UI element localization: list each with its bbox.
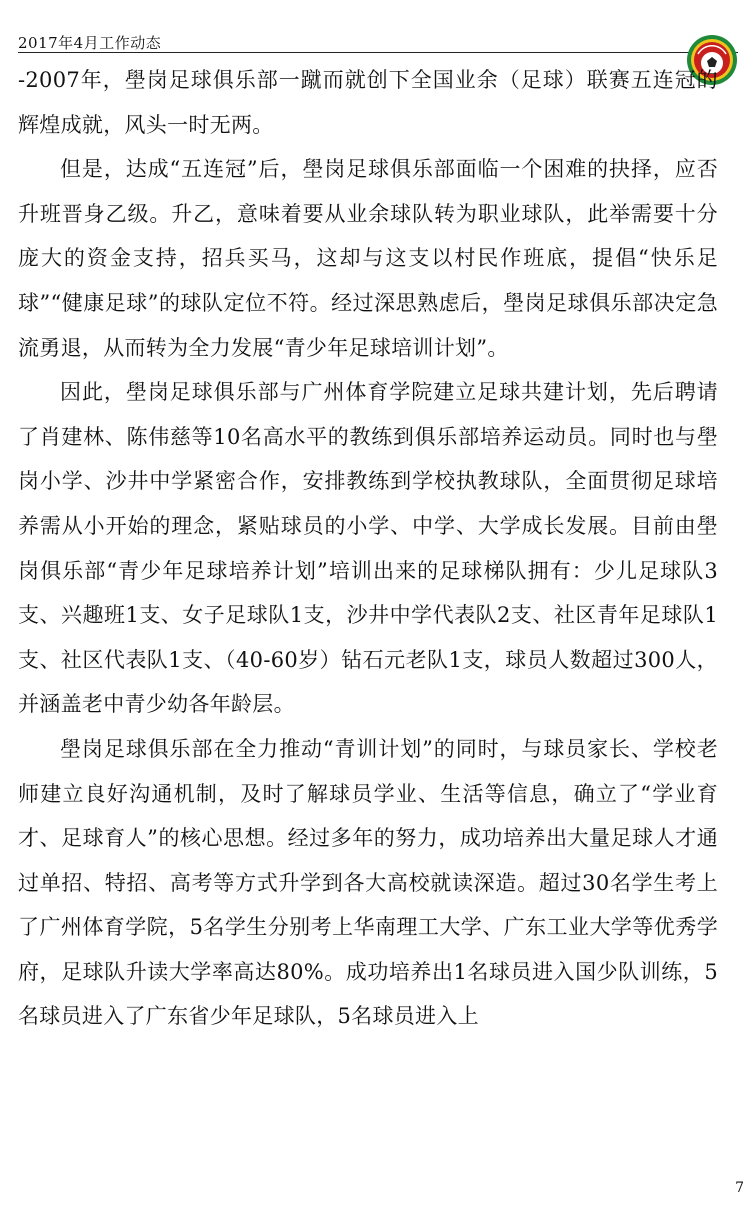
article-body	[18, 58, 718, 1039]
page-number: 7	[735, 1180, 744, 1196]
header-title: 2017年4月工作动态	[18, 34, 162, 52]
paragraph-continuation: -2007年，壆岗足球俱乐部一蹴而就创下全国业余（足球）联赛五连冠的辉煌成就，风头一时无两。	[18, 68, 718, 137]
header-divider	[18, 52, 738, 53]
page-header	[18, 34, 738, 54]
paragraph: 壆岗足球俱乐部在全力推动“青训计划”的同时，与球员家长、学校老师建立良好沟通机制，及时了解球员学业、生活等信息，确立了“学业育才、足球育人”的核心思想。经过多年的努力，成功培养出大量足球人才通过单招、特招、高考等方式升学到各大高校就读深造。超过30名学生考上了广州体育学院，5名学生分别考上华南理工大学、广东工业大学等优秀学府，足球队升读大学率高达80%。成功培养出1名球员进入国少队训练，5名球员进入了广东省少年足球队，5名球员进入上	[18, 736, 718, 1029]
paragraph: 但是，达成“五连冠”后，壆岗足球俱乐部面临一个困难的抉择，应否升班晋身乙级。升乙，意味着要从业余球队转为职业球队，此举需要十分庞大的资金支持，招兵买马，这却与这支以村民作班底，提倡“快乐足球”“健康足球”的球队定位不符。经过深思熟虑后，壆岗足球俱乐部决定急流勇退，从而转为全力发展“青少年足球培训计划”。	[18, 157, 718, 360]
paragraph: 因此，壆岗足球俱乐部与广州体育学院建立足球共建计划，先后聘请了肖建林、陈伟慈等10名高水平的教练到俱乐部培养运动员。同时也与壆岗小学、沙井中学紧密合作，安排教练到学校执教球队，全面贯彻足球培养需从小开始的理念，紧贴球员的小学、中学、大学成长发展。目前由壆岗俱乐部“青少年足球培养计划”培训出来的足球梯队拥有：少儿足球队3支、兴趣班1支、女子足球队1支，沙井中学代表队2支、社区青年足球队1支、社区代表队1支、（40-60岁）钻石元老队1支，球员人数超过300人，并涵盖老中青少幼各年龄层。	[18, 380, 718, 717]
